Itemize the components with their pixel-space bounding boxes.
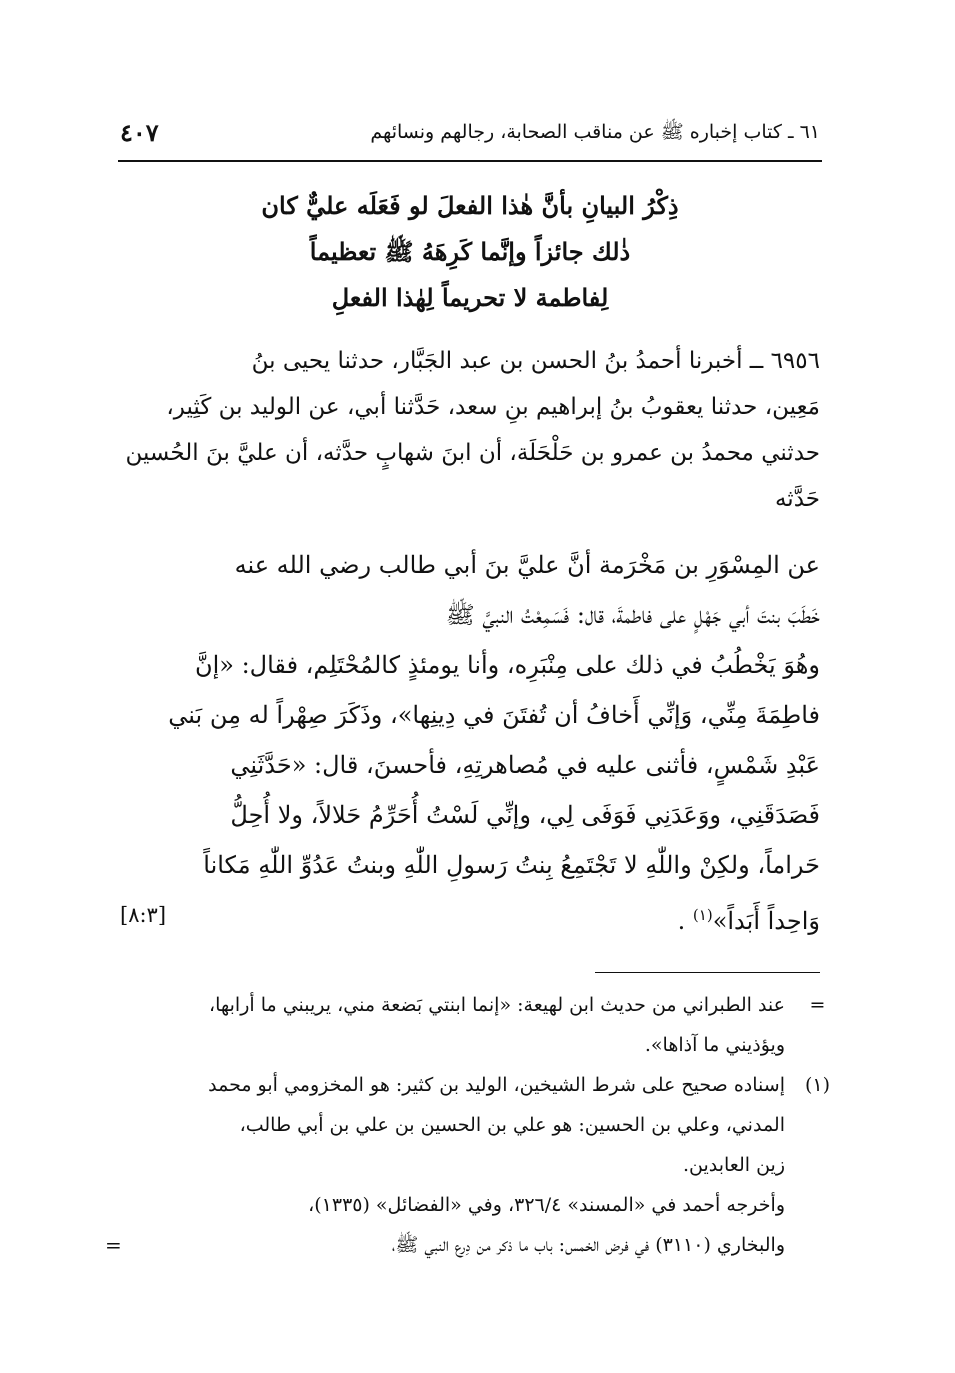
matn-line: فاطِمَةَ مِنِّي، وَإنِّي أَخافُ أن تُفتَنَ في دِينِها»، وذَكَرَ صِهْراً له مِن بَني [168,701,820,729]
matn-line: خَطَبَ بنتَ أبي جَهْلٍ على فاطمةَ، قال: فَسَمِعْتُ النبيَّ ﷺ [445,601,820,629]
isnad-line: مَعِين، حدثنا يعقوبُ بنُ إبراهيم بنِ سعد، حَدَّثنا أبي، عن الوليد بن كَثِير، [166,394,820,420]
footnote-line: ويؤذيني ما آذاها». [644,1034,785,1056]
header-rule [118,160,822,162]
footnote-rule [595,972,820,973]
footnote-line: المدني، وعلي بن الحسين: هو علي بن الحسين بن علي بن أبي طالب، [239,1114,785,1136]
isnad-line: حَدَّثه [774,486,820,512]
matn-line: وهُوَ يَخْطُبُ في ذلك على مِنْبَرِه، وأنا يومئذٍ كالمُحْتَلِم، فقال: «إنَّ [194,651,820,679]
isnad-line: ٦٩٥٦ ــ أخبرنا أحمدُ بنُ الحسن بن عبد الجَبَّار، حدثنا يحيى بنُ [251,348,820,374]
heading-line: ذِكْرُ البيانِ بأنَّ هٰذا الفعلَ لو فَعَلَه عليٌّ كان [261,191,679,220]
footnote-line: إسناده صحيح على شرط الشيخين، الوليد بن كثير: هو المخزومي أبو محمد [208,1074,785,1096]
isnad-line: حدثني محمدُ بن عمرو بن حَلْحَلَة، أن ابنَ شهابٍ حدَّثه، أن عليَّ بنَ الحُسين [125,440,820,466]
footnote-line: والبخاري (٣١١٠) في فرض الخمس: باب ما ذكر من دِرع النبي ﷺ، [391,1234,785,1256]
footnote-line: وأخرجه أحمد في «المسند» ٣٢٦/٤، وفي «الفضائل» (١٣٣٥)، [308,1194,785,1216]
running-title: ٦١ ـ كتاب إخباره ﷺ عن مناقب الصحابة، رجالهم ونسائهم [370,121,820,143]
matn-line: حَراماً، ولكِنْ واللّٰهِ لا تَجْتَمِعُ بِنتُ رَسولِ اللّٰهِ وبنتُ عَدُوِّ اللّٰهِ مَكاناً [203,851,820,879]
source-reference: [٨:٣] [120,903,167,927]
matn-line: فَصَدَقَنِي، ووَعَدَنِي فَوَفَى لِي، وإنِّي لَسْتُ أُحَرِّمُ حَلالاً، ولا أُحِلُّ [230,801,820,829]
heading-line: ذٰلك جائزاً وإنَّما كَرِهَهُ ﷺ تعظيماً [309,237,631,266]
footnote-continuation [120,985,840,1065]
footnote-1 [105,1065,840,1265]
footnote-reference: (١) [692,906,713,924]
page-header [120,118,820,152]
page-number: ٤٠٧ [120,118,159,147]
continuation-mark: = [809,994,826,1016]
footnote-line-last [105,1225,785,1265]
footnote-marker: (١) [804,1074,831,1096]
chapter-heading [150,183,790,321]
footnotes [105,985,840,1265]
matn-line: عَبْدِ شَمْسٍ، فأثنى عليه في مُصاهرتِهِ، فأحسنَ، قال: «حَدَّثَنِي [230,751,820,779]
hadith-isnad [120,338,820,522]
matn-line: عن المِسْوَرِ بن مَخْرَمة أنَّ عليَّ بنَ أبي طالب رضي الله عنه [234,551,820,579]
footnote-line: عند الطبراني من حديث ابن لهيعة: «إنما ابنتي بَضعة مني، يريبني ما أرابها، [208,994,785,1016]
hadith-matn [120,540,820,946]
continuation-mark: = [105,1233,122,1257]
matn-line: وَاحِداً أَبَداً» [712,907,820,935]
footnote-line: زين العابدين. [682,1154,785,1176]
matn-last-line: وَاحِداً أَبَداً»$^{(١)}$ . [٨:٣] [120,890,820,946]
heading-line: لِفاطمة لا تحريماً لِهٰذا الفعلِ [331,283,609,312]
